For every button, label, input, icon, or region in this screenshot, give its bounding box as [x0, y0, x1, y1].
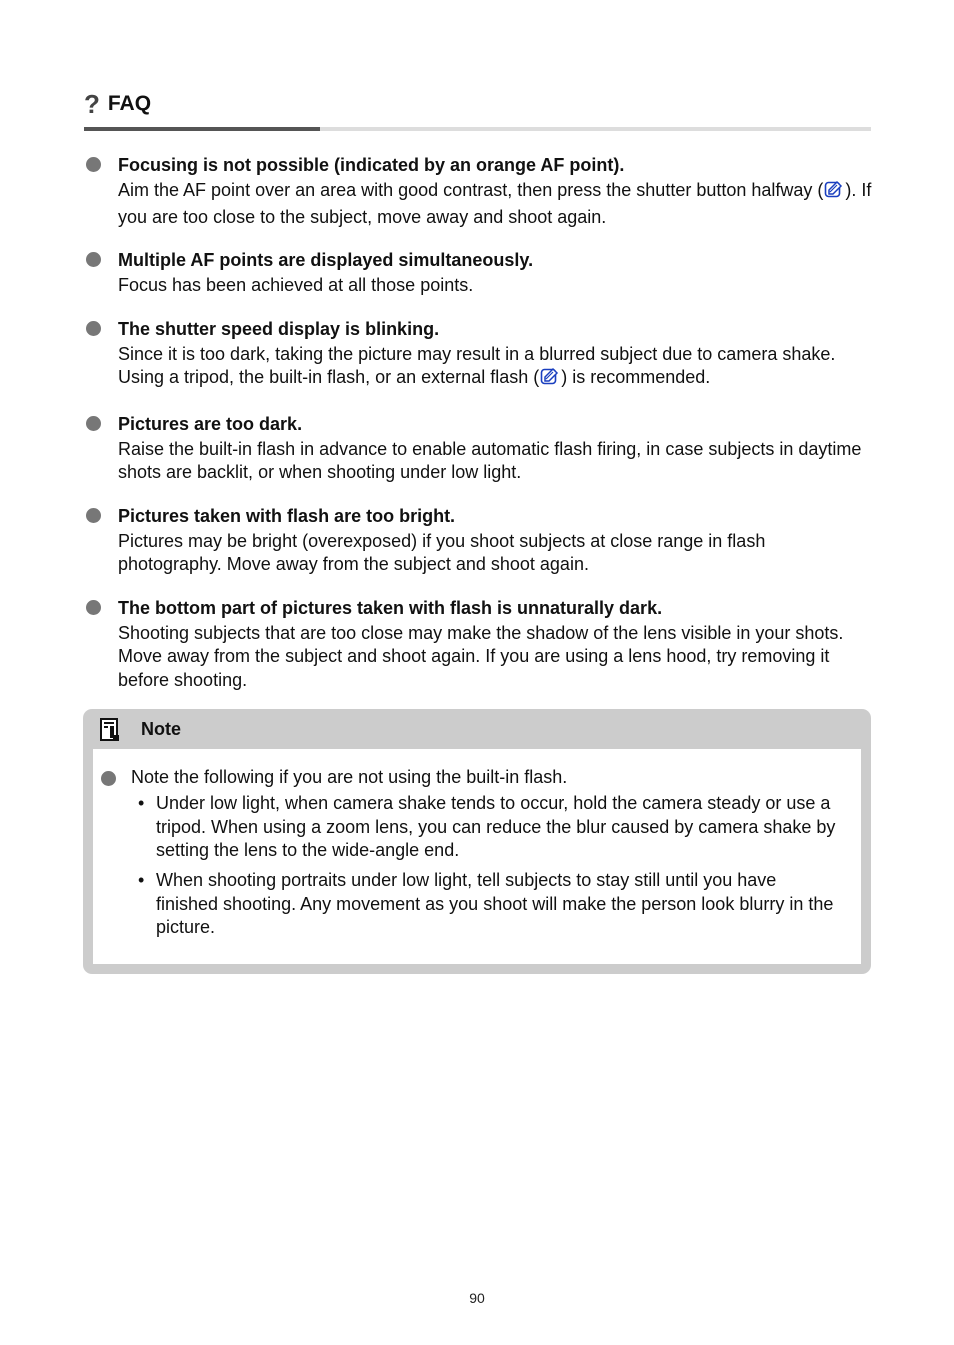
faq-list [84, 152, 874, 710]
faq-question: The shutter speed display is blinking. [118, 318, 440, 339]
note-title: Note [141, 719, 181, 739]
faq-item [84, 152, 874, 229]
bullet-icon [86, 600, 101, 615]
faq-item [84, 411, 874, 485]
bullet-icon [86, 508, 101, 523]
faq-answer: Since it is too dark, taking the picture may result in a blurred subject due to camera shake. Using a tripod, the built-in flash, or an external flash ( ) is recommended. [118, 343, 874, 393]
note-sub-item [138, 792, 838, 863]
header-rule-accent [84, 127, 320, 131]
faq-question: Pictures are too dark. [118, 413, 303, 434]
page-reference-icon[interactable] [540, 366, 560, 393]
note-box [83, 709, 871, 974]
faq-item [84, 247, 874, 298]
faq-answer: Shooting subjects that are too close may make the shadow of the lens visible in your shots. Move away from the subject and shoot again. If you are using a lens hood, try removing it before shooting. [118, 622, 844, 690]
faq-question: The bottom part of pictures taken with flash is unnaturally dark. [118, 597, 663, 618]
faq-answer: Focus has been achieved at all those points. [118, 275, 474, 295]
sub-bullet-icon: • [138, 793, 145, 813]
sub-bullet-icon: • [138, 870, 145, 890]
note-sub-item [138, 869, 838, 940]
note-body [93, 749, 861, 964]
bullet-icon [86, 157, 101, 172]
faq-question: Pictures taken with flash are too bright. [118, 505, 456, 526]
faq-question-icon: ? [84, 89, 100, 119]
faq-question: Multiple AF points are displayed simultaneously. [118, 250, 534, 270]
note-text: Note the following if you are not using the built-in flash. [131, 767, 568, 787]
faq-item [84, 595, 874, 693]
page-reference-icon[interactable] [824, 179, 844, 206]
faq-answer: Raise the built-in flash in advance to enable automatic flash firing, in case subjects in daytime shots are backlit, or when shooting under low light. [118, 438, 862, 482]
faq-item [84, 316, 874, 393]
note-sub-text: Under low light, when camera shake tends to occur, hold the camera steady or use a tripod. When using a zoom lens, you can reduce the blur caused by camera shake by setting the lens to the wide-angle end. [156, 793, 836, 860]
faq-answer: Aim the AF point over an area with good contrast, then press the shutter button halfway ( ). If you are too close to the subject, move away and shoot again. [118, 180, 872, 227]
bullet-icon [101, 771, 116, 786]
page-number: 90 [469, 1290, 485, 1306]
page-header [84, 86, 151, 122]
bullet-icon [86, 416, 101, 431]
bullet-icon [86, 252, 101, 267]
faq-answer: Pictures may be bright (overexposed) if you shoot subjects at close range in flash photography. Move away from the subject and shoot again. [118, 530, 766, 574]
faq-question: Focusing is not possible (indicated by an orange AF point). [118, 155, 625, 175]
faq-item [84, 503, 874, 577]
bullet-icon [86, 321, 101, 336]
note-sub-text: When shooting portraits under low light, tell subjects to stay still until you have finished shooting. Any movement as you shoot will make the person look blurry in the picture. [156, 870, 834, 937]
page-title: FAQ [107, 92, 152, 115]
note-icon [99, 717, 121, 748]
